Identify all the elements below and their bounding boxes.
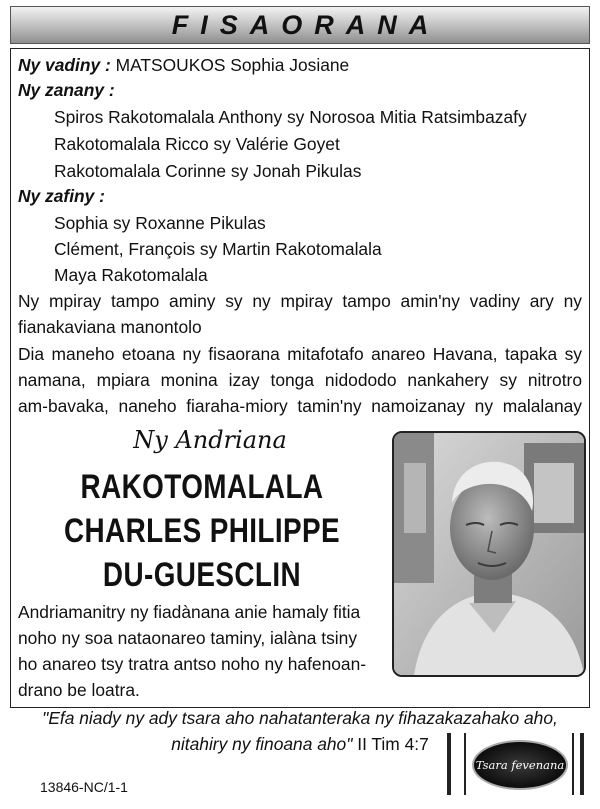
logo-text: Tsara fevenana (475, 758, 565, 772)
deceased-name-line: CHARLES PHILIPPE (63, 512, 341, 550)
honorific-title: Ny Andriana (133, 426, 287, 454)
prayer-line: noho ny soa nataonareo taminy, ialàna tsiny (18, 628, 358, 648)
reference-code: 13846-NC/1-1 (40, 779, 128, 795)
scripture-quote-line: "Efa niady ny ady tsara aho nahatanteraka ny fihazakazahako aho, (42, 708, 558, 728)
thanks-line: am-bavaka, naneho fiaraha-miory tamin'ny namoizanay ny malalanay (18, 396, 582, 416)
family-note-line: Ny mpiray tampo aminy sy ny mpiray tampo amin'ny vadiny ary ny (18, 291, 582, 311)
logo-bar-right-thin (572, 733, 574, 795)
spouse-line (18, 53, 349, 78)
deceased-name-line: RAKOTOMALALA (80, 468, 324, 506)
grandchild-item: Maya Rakotomalala (54, 265, 208, 285)
child-item: Rakotomalala Corinne sy Jonah Pikulas (54, 161, 362, 181)
thanks-line: namana, mpiara monina izay tonga nidododo nankahery sy nitrotro (18, 370, 582, 390)
grandchildren-label: Ny zafiny : (18, 186, 105, 206)
logo-bar-left (447, 733, 451, 795)
children-label: Ny zanany : (18, 80, 115, 100)
scripture-reference: II Tim 4:7 (352, 734, 429, 754)
grandchild-item: Clément, François sy Martin Rakotomalala (54, 239, 382, 259)
prayer-line: drano be loatra. (18, 680, 140, 700)
scripture-quote-text: nitahiry ny finoana aho" (171, 734, 353, 754)
spouse-label: Ny vadiny : (18, 55, 111, 75)
grandchild-item: Sophia sy Roxanne Pikulas (54, 213, 266, 233)
deceased-name-line: DU-GUESCLIN (102, 556, 302, 594)
family-note-line: fianakaviana manontolo (18, 317, 202, 337)
portrait-illustration (394, 433, 584, 675)
notice-title: FISAORANA (171, 9, 441, 40)
spouse-name: MATSOUKOS Sophia Josiane (115, 55, 350, 75)
prayer-line: ho anareo tsy tratra antso noho ny hafenoan- (18, 654, 367, 674)
funeral-service-logo (472, 740, 568, 790)
logo-bar-right (580, 733, 584, 795)
prayer-line: Andriamanitry ny fiadànana anie hamaly fitia (18, 602, 361, 622)
child-item: Rakotomalala Ricco sy Valérie Goyet (54, 134, 340, 154)
notice-header (10, 6, 590, 44)
thanks-line: Dia maneho etoana ny fisaorana mitafotafo anareo Havana, tapaka sy (18, 344, 582, 364)
child-item: Spiros Rakotomalala Anthony sy Norosoa Mitia Ratsimbazafy (54, 107, 527, 127)
deceased-portrait (392, 431, 586, 677)
logo-bar-left-thin (464, 733, 466, 795)
